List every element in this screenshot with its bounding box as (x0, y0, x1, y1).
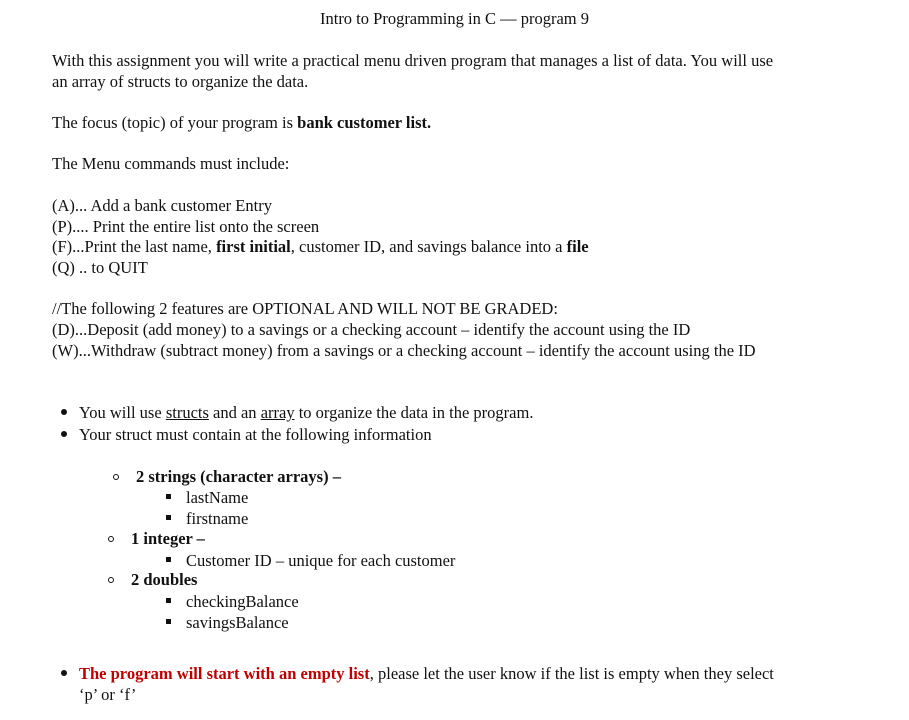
menu-item-f (52, 236, 589, 257)
struct-savings: savingsBalance (186, 613, 289, 632)
square-bullet-icon (166, 598, 171, 603)
optional-item-w: (W)...Withdraw (subtract money) from a savings or a checking account – identify the account using the ID (52, 341, 756, 360)
focus-topic: bank customer list. (297, 113, 432, 132)
bullet-1-structs: structs (165, 403, 209, 422)
struct-lastname: lastName (186, 488, 249, 507)
focus-line (52, 112, 431, 133)
bullet-1-pre: You will use (79, 403, 166, 422)
focus-prefix: The focus (topic) of your program is (52, 113, 298, 132)
final-bullet-line-1 (79, 663, 774, 684)
struct-firstname: firstname (186, 509, 249, 528)
final-bullet-red: The program will start with an empty list (79, 664, 370, 683)
bullet-icon (61, 431, 67, 437)
final-bullet-rest: , please let the user know if the list is empty when they select (369, 664, 774, 683)
menu-item-f-mid: , customer ID, and savings balance into a (290, 237, 567, 256)
intro-line-1: With this assignment you will write a practical menu driven program that manages a list of data. You will use (52, 51, 774, 70)
intro-line-2: an array of structs to organize the data. (52, 72, 309, 91)
circle-bullet-icon (108, 577, 114, 583)
page-title: Intro to Programming in C — program 9 (319, 9, 589, 28)
menu-item-f-bold1: first initial (216, 237, 291, 256)
struct-strings: 2 strings (character arrays) – (136, 467, 341, 486)
optional-item-d: (D)...Deposit (add money) to a savings or a checking account – identify the account using the ID (52, 320, 691, 339)
struct-integer: 1 integer – (131, 529, 205, 548)
bullet-struct-info: Your struct must contain at the following information (79, 425, 432, 444)
circle-bullet-icon (113, 474, 119, 480)
menu-heading: The Menu commands must include: (52, 154, 290, 173)
menu-item-f-bold2: file (566, 237, 589, 256)
bullet-icon (61, 670, 67, 676)
bullet-icon (61, 409, 67, 415)
circle-bullet-icon (108, 536, 114, 542)
square-bullet-icon (166, 515, 171, 520)
menu-item-q: (Q) .. to QUIT (52, 258, 148, 277)
struct-customer-id: Customer ID – unique for each customer (186, 551, 456, 570)
struct-checking: checkingBalance (186, 592, 299, 611)
optional-heading: //The following 2 features are OPTIONAL AND WILL NOT BE GRADED: (52, 299, 558, 318)
final-bullet-line-2: ‘p’ or ‘f’ (79, 685, 137, 704)
square-bullet-icon (166, 619, 171, 624)
bullet-1-array: array (260, 403, 295, 422)
bullet-1-post: to organize the data in the program. (294, 403, 534, 422)
bullet-structs-line (79, 402, 533, 423)
square-bullet-icon (166, 557, 171, 562)
bullet-1-mid: and an (208, 403, 261, 422)
square-bullet-icon (166, 494, 171, 499)
menu-item-f-pre: (F)...Print the last name, (52, 237, 217, 256)
menu-item-p: (P).... Print the entire list onto the screen (52, 217, 320, 236)
struct-doubles: 2 doubles (131, 570, 198, 589)
menu-item-a: (A)... Add a bank customer Entry (52, 196, 272, 215)
